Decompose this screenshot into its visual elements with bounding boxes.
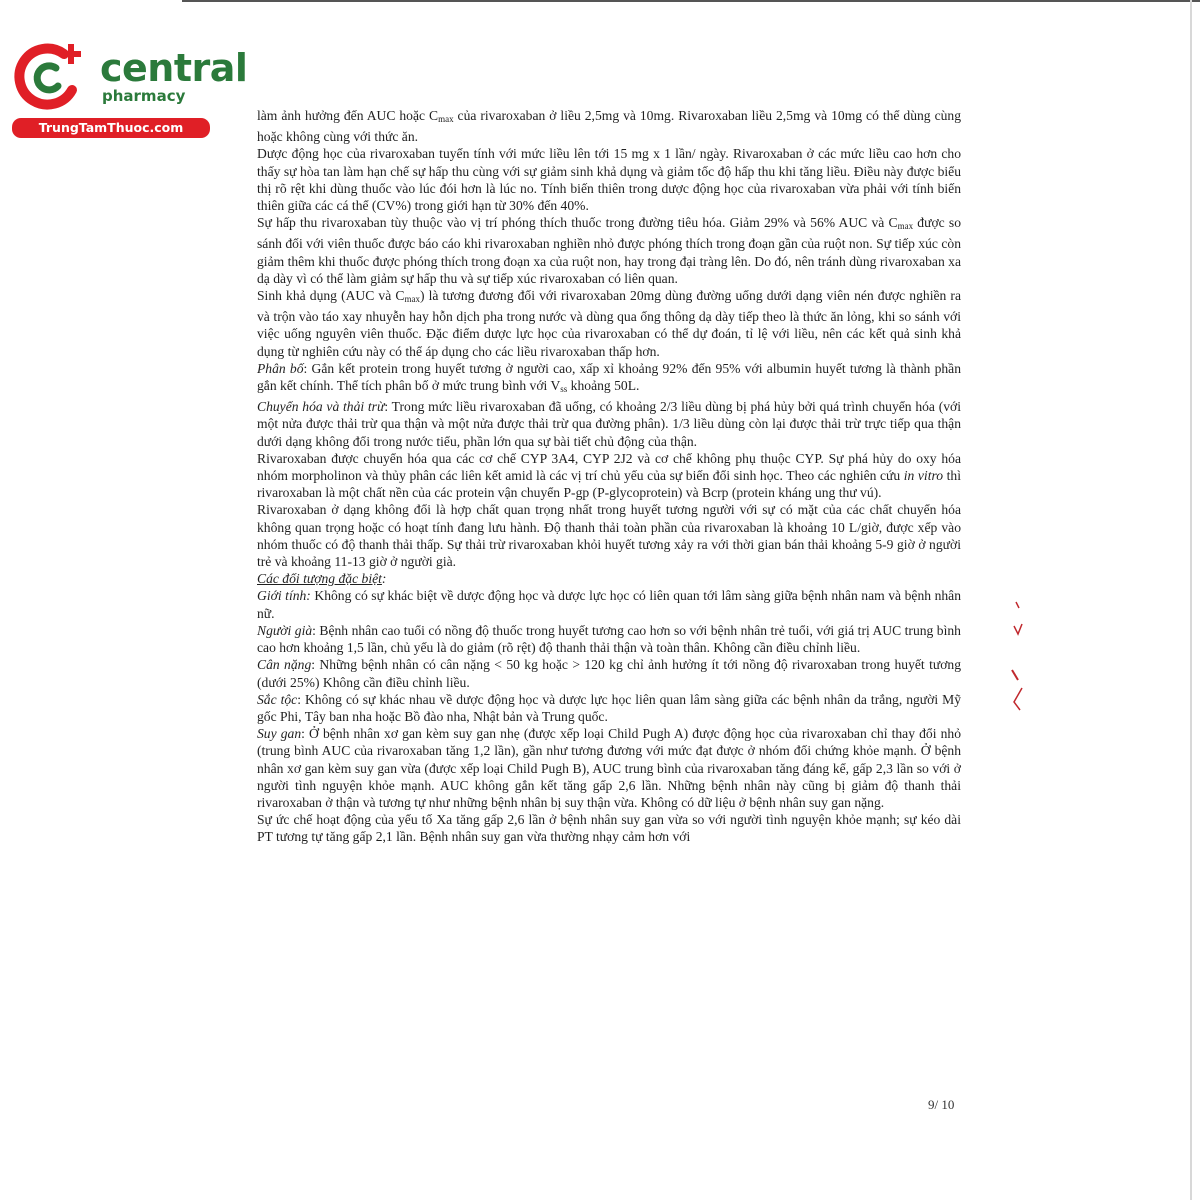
paragraph: Sự hấp thu rivaroxaban tùy thuộc vào vị trí phóng thích thuốc trong đường tiêu hóa. Giảm 29% và 56% AUC và $C_{max}$ được so sánh đối với viên thuốc được báo cáo khi rivaroxaban nghiền nhỏ được phóng thích trong đoạn gần của ruột non. Sự tiếp xúc còn giảm thêm khi thuốc được phóng thích trong đoạn xa của ruột non, hay trong đại tràng lên. Do đó, nên tránh dùng rivaroxaban xa dạ dày vì có thể làm giảm sự hấp thu và sự tiếp xúc rivaroxaban có liên quan. — [257, 215, 961, 286]
paragraph: làm ảnh hưởng đến AUC hoặc $C_{max}$ của rivaroxaban ở liều 2,5mg và 10mg. Rivaroxaban liều 2,5mg và 10mg có thể dùng cùng hoặc không cùng với thức ăn. — [257, 108, 961, 145]
paragraph-weight: Cân nặng: Những bệnh nhân có cân nặng < 50 kg hoặc > 120 kg chỉ ảnh hưởng ít tới nồng độ rivaroxaban trong huyết tương (dưới 25%) Không cần điều chỉnh liều. — [257, 657, 962, 690]
section-label: Sắc tộc — [257, 691, 298, 707]
paragraph-hepatic: Suy gan: Ở bệnh nhân xơ gan kèm suy gan nhẹ (được xếp loại Child Pugh A) được động học của rivaroxaban chỉ thay đổi nhỏ (trung bình AUC của rivaroxaban tăng 1,2 lần), gần như tương đương với mức đạt được ở nhóm đối chứng khỏe mạnh. Ở bệnh nhân xơ gan kèm suy gan vừa (được xếp loại Child Pugh B), AUC trung bình của rivaroxaban tăng đáng kể, gấp 2,3 lần so với ở người tình nguyện khỏe mạnh. AUC không gắn kết tăng gấp 2,6 lần. Những bệnh nhân này cũng bị giảm độ thanh thải rivaroxaban ở thận và tương tự như những bệnh nhân bị suy thận vừa. Không có dữ liệu ở bệnh nhân suy gan nặng. — [257, 726, 961, 810]
section-label: Chuyển hóa và thải trừ — [257, 399, 385, 415]
central-pharmacy-logo-icon — [12, 38, 94, 116]
brand-logo[interactable] — [12, 38, 248, 138]
brand-subtitle: pharmacy — [102, 87, 186, 105]
section-label: Người già — [257, 622, 313, 638]
paragraph: Dược động học của rivaroxaban tuyến tính với mức liều lên tới 15 mg x 1 lần/ ngày. Rivaroxaban ở các mức liều cao hơn cho thấy sự hòa tan làm hạn chế sự hấp thu cùng với sự giảm sinh khả dụng và giảm tốc độ hấp thu khi tăng liều. Điều này được biểu thị rõ rệt khi dùng thuốc vào lúc đói hơn là lúc no. Tính biến thiên trong dược động học của rivaroxaban vừa phải với tính biến thiên giữa các cá thể (CV%) trong giới hạn từ 30% đến 40%. — [257, 146, 961, 214]
section-label: Giới tính: — [257, 588, 311, 604]
document-body — [257, 107, 961, 846]
paragraph: Rivaroxaban ở dạng không đổi là hợp chất quan trọng nhất trong huyết tương người với sự có mặt của các chất chuyển hóa không quan trọng hoặc có hoạt tính đang lưu hành. Độ thanh thải toàn phần của rivaroxaban là khoảng 10 L/giờ, được xếp vào nhóm thuốc có độ thanh thải thấp. Sự thải trừ rivaroxaban khỏi huyết tương xảy ra với thời gian bán thải khoảng 5-9 giờ ở người trẻ và khoảng 11-13 giờ ở người già. — [257, 502, 961, 570]
page-number: 9/ 10 — [928, 1097, 955, 1112]
paragraph-metabolism: Chuyển hóa và thải trừ: Trong mức liều rivaroxaban đã uống, có khoảng 2/3 liều dùng bị phá hủy bởi quá trình chuyển hóa (với một nửa được thải trừ qua thận và một nửa được thải trừ qua đường phân). 1/3 liều dùng còn lại được thải trừ trực tiếp qua thận dưới dạng không đổi trong nước tiểu, phần lớn qua sự bài tiết chủ động của thận. — [257, 399, 961, 449]
paragraph: Sinh khả dụng (AUC và $C_{max}$) là tương đương đối với rivaroxaban 20mg dùng đường uống dưới dạng viên nén được nghiền ra và trộn vào táo xay nhuyễn hay hỗn dịch pha trong nước và dùng qua ống thông dạ dày tiếp theo là thức ăn lỏng, khi so sánh với việc uống nguyên viên thuốc. Đặc điểm dược lực học của rivaroxaban có thể dự đoán, tỉ lệ với liều, nên các kết quả sinh khả dụng từ nghiên cứu này có thể áp dụng cho các liều rivaroxaban thấp hơn. — [257, 288, 961, 359]
margin-annotation-icon — [1006, 598, 1028, 728]
top-border-line — [182, 0, 1200, 2]
paragraph-ethnicity: Sắc tộc: Không có sự khác nhau về dược động học và dược lực học liên quan lâm sàng giữa các bệnh nhân da trắng, người Mỹ gốc Phi, Tây ban nha hoặc Bồ đào nha, Nhật bản và Trung quốc. — [257, 691, 962, 724]
paragraph-distribution: Phân bố: Gắn kết protein trong huyết tương ở người cao, xấp xỉ khoảng 92% đến 95% với albumin huyết tương là thành phần gắn kết chính. Thể tích phân bố ở mức trung bình với $V_{ss}$ khoảng 50L. — [257, 360, 962, 395]
paragraph-gender: Giới tính: Không có sự khác biệt về dược động học và dược lực học có liên quan tới lâm sàng giữa bệnh nhân nam và bệnh nhân nữ. — [257, 588, 961, 621]
section-label: Cân nặng — [257, 657, 312, 673]
section-label: Suy gan — [257, 726, 302, 742]
brand-url[interactable]: TrungTamThuoc.com — [12, 118, 210, 138]
brand-name: central — [100, 46, 248, 90]
section-heading: Các đối tượng đặc biệt: — [257, 571, 387, 587]
paragraph: Rivaroxaban được chuyển hóa qua các cơ chế CYP 3A4, CYP 2J2 và cơ chế không phụ thuộc CYP. Sự phá hủy do oxy hóa nhóm morpholinon và thủy phân các liên kết amid là các vị trí chủ yếu của sự biến đổi sinh học. Theo các nghiên cứu in vitro thì rivaroxaban là một chất nền của các protein vận chuyển P-gp (P-glycoprotein) và Bcrp (protein kháng ung thư vú). — [257, 450, 961, 501]
paragraph-elderly: Người già: Bệnh nhân cao tuổi có nồng độ thuốc trong huyết tương cao hơn so với bệnh nhân trẻ tuổi, với giá trị AUC trung bình cao hơn khoảng 1,5 lần, chủ yếu là do giảm (rõ rệt) độ thanh thải thận và toàn thân. Không cần điều chỉnh liều. — [257, 622, 961, 656]
scan-edge-line — [1190, 0, 1192, 1200]
paragraph: Sự ức chế hoạt động của yếu tố Xa tăng gấp 2,6 lần ở bệnh nhân suy gan vừa so với người tình nguyện khỏe mạnh; sự kéo dài PT tương tự tăng gấp 2,1 lần. Bệnh nhân suy gan vừa thường nhạy cảm hơn với — [257, 812, 961, 845]
section-label: Phân bố — [257, 360, 304, 376]
